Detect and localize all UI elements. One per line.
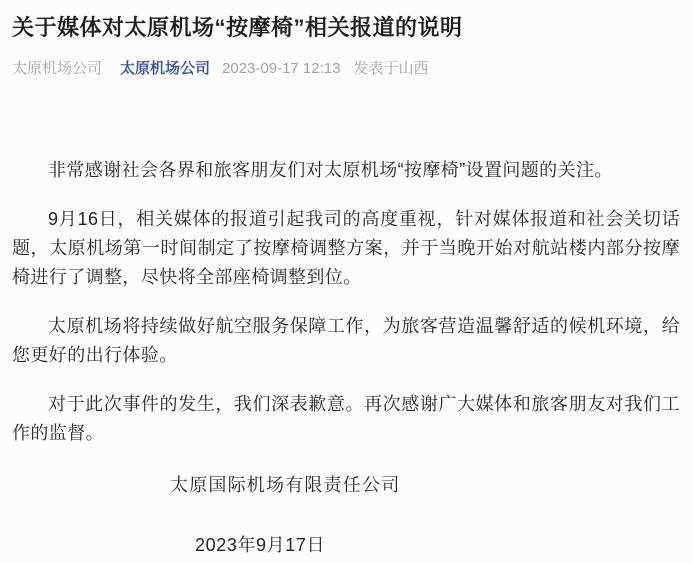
article-title: 关于媒体对太原机场“按摩椅”相关报道的说明: [12, 15, 463, 40]
publish-date: 2023年9月17日: [195, 535, 326, 555]
author-link[interactable]: 太原机场公司: [120, 60, 211, 77]
source-name: 太原机场公司: [12, 60, 103, 77]
signature: 太原国际机场有限责任公司: [170, 475, 401, 495]
paragraph: 太原机场将持续做好航空服务保障工作，为旅客营造温馨舒适的候机环境，给您更好的出行体验。: [12, 316, 680, 365]
paragraph: 9月16日，相关媒体的报道引起我司的高度重视，针对媒体报道和社会关切话题，太原机场第一时间制定了按摩椅调整方案，并于当晚开始对航站楼内部分按摩椅进行了调整，尽快将全部座椅调整到位。: [12, 209, 680, 287]
article-body: [12, 156, 680, 560]
article-meta: [12, 59, 680, 79]
paragraph: 对于此次事件的发生，我们深表歉意。再次感谢广大媒体和旅客朋友对我们工作的监督。: [12, 394, 680, 443]
publish-location: 发表于山西: [353, 60, 429, 77]
publish-time: 2023-09-17 12:13: [222, 60, 341, 77]
paragraph: 非常感谢社会各界和旅客朋友们对太原机场“按摩椅”设置问题的关注。: [48, 160, 613, 180]
